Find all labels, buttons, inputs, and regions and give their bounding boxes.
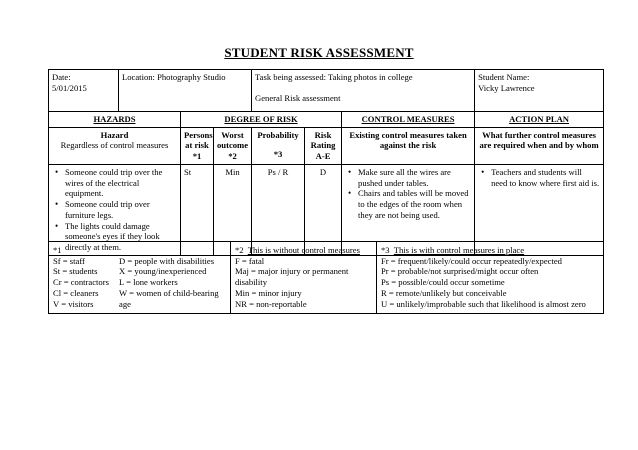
- legend-item: R = remote/unlikely but conceivable: [381, 287, 507, 298]
- section-action: ACTION PLAN: [475, 112, 604, 128]
- col-hazard: [49, 127, 181, 164]
- legend-item: Sf = staff: [53, 255, 85, 266]
- legend-item: V = visitors: [53, 298, 94, 309]
- legend-probability: [377, 242, 604, 314]
- legend-outcome-ref: *2: [235, 245, 244, 255]
- legend-item: Maj = major injury or permanent disability: [235, 266, 349, 288]
- col-probability: [252, 127, 305, 164]
- col-hazard-sub: Regardless of control measures: [60, 140, 169, 151]
- hazard-item: • Someone could trip over the wires of the electrical equipment.: [65, 167, 177, 199]
- legend-item: F = fatal: [235, 255, 265, 266]
- student-cell: [475, 70, 604, 112]
- col-existing: Existing control measures taken against the risk: [342, 127, 475, 164]
- legend-item: D = people with disabilities: [119, 255, 215, 266]
- location-label: Location: Photography Studio: [122, 72, 226, 82]
- col-persons: [181, 127, 214, 164]
- further-item: • Teachers and students will need to know where first aid is.: [491, 167, 600, 188]
- legend-persons-heading: *1: [53, 245, 62, 255]
- task-cell: [252, 70, 475, 112]
- worst-cell: Min: [214, 164, 252, 255]
- legend-item: Cr = contractors: [53, 277, 109, 288]
- hazard-item: • The lights could damage someone's eyes if they look directly at them.: [65, 221, 177, 253]
- legend-persons: [49, 242, 231, 314]
- legend-item: Pr = probable/not surprised/might occur often: [381, 266, 539, 277]
- legend-table: [48, 241, 604, 314]
- col-hazard-title: Hazard: [100, 129, 129, 140]
- legend-item: age: [119, 298, 131, 309]
- col-persons-ref: *1: [192, 151, 202, 162]
- legend-item: Cl = cleaners: [53, 287, 99, 298]
- legend-item: St = students: [53, 266, 98, 277]
- legend-outcome-heading: [235, 245, 372, 256]
- col-worst: [214, 127, 252, 164]
- legend-probability-title: This is with control measures in place: [393, 245, 525, 255]
- date-cell: [49, 70, 119, 112]
- page-title: STUDENT RISK ASSESSMENT: [224, 45, 414, 60]
- legend-item: X = young/inexperienced: [119, 266, 207, 277]
- col-probability-label: Probability: [257, 129, 299, 140]
- legend-row: [49, 242, 604, 314]
- legend-item: Ps = possible/could occur sometime: [381, 277, 505, 288]
- student-value: Vicky Lawrence: [478, 82, 535, 93]
- col-persons-label: Persons at risk: [184, 129, 213, 151]
- legend-probability-ref: *3: [381, 245, 390, 255]
- column-header-row: [49, 127, 604, 164]
- legend-item: NR = non-reportable: [235, 298, 307, 309]
- date-label: Date:: [52, 72, 71, 82]
- task-label: Task being assessed: Taking photos in college: [255, 72, 413, 82]
- col-further: What further control measures are required when and by whom: [475, 127, 604, 164]
- date-value: 5/01/2015: [52, 82, 87, 93]
- probability-cell: Ps / R: [252, 164, 305, 255]
- section-degree: DEGREE OF RISK: [181, 112, 342, 128]
- info-row: [49, 70, 604, 112]
- col-probability-ref: *3: [273, 149, 283, 160]
- col-worst-ref: *2: [228, 151, 237, 162]
- student-label: Student Name:: [478, 72, 530, 82]
- existing-item: • Chairs and tables will be moved to the edges of the room when they are not being used.: [358, 188, 471, 220]
- col-worst-label: Worst outcome: [217, 129, 249, 151]
- legend-item: U = unlikely/improbable such that likelihood is almost zero: [381, 298, 586, 309]
- general-label: General Risk assessment: [255, 92, 341, 103]
- section-hazards: HAZARDS: [49, 112, 181, 128]
- existing-item: • Make sure all the wires are pushed under tables.: [358, 167, 471, 188]
- legend-item: L = lone workers: [119, 277, 178, 288]
- legend-outcome: [231, 242, 377, 314]
- col-rating-label: Risk Rating A-E: [310, 129, 336, 162]
- risk-assessment-table: [48, 69, 604, 256]
- legend-probability-heading: [381, 245, 599, 256]
- legend-outcome-title: This is without control measures: [247, 245, 360, 255]
- col-rating: [305, 127, 342, 164]
- legend-item: W = women of child-bearing: [119, 287, 219, 298]
- legend-item: Fr = frequent/likely/could occur repeatedly/expected: [381, 255, 562, 266]
- location-cell: [119, 70, 252, 112]
- legend-item: Min = minor injury: [235, 287, 302, 298]
- persons-cell: St: [181, 164, 214, 255]
- section-row: [49, 112, 604, 128]
- hazard-item: • Someone could trip over furniture legs.: [65, 199, 177, 220]
- section-control: CONTROL MEASURES: [342, 112, 475, 128]
- rating-cell: D: [305, 164, 342, 255]
